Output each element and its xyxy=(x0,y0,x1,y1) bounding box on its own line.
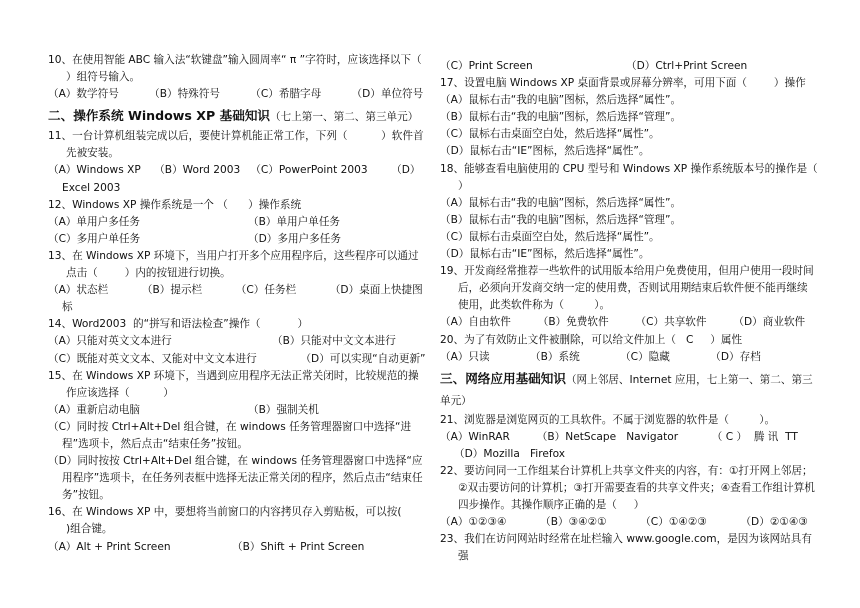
option-b: （B）Shift + Print Screen xyxy=(232,540,365,553)
question-11-options: （A）Windows XP （B）Word 2003 （C）PowerPoint 2003 （D）Excel 2003 xyxy=(48,164,421,194)
question-19: 19、开发商经常推荐一些软件的试用版本给用户免费使用，但用户使用一段时间后，必须向开发商交纳一定的使用费，否则试用期结束后软件便不能再继续使用，此类软件称为（ ）。 xyxy=(440,265,814,312)
question-11: 11、一台计算机组装完成以后，要使计算机能正常工作，下列（ ）软件首先被安装。 xyxy=(48,130,424,160)
option-a: （A）鼠标右击“我的电脑”图标，然后选择“属性”。 xyxy=(440,94,682,107)
option-d: （D）Ctrl+Print Screen xyxy=(626,60,748,72)
option-b: （B）鼠标右击“我的电脑”图标，然后选择“管理”。 xyxy=(440,213,682,226)
question-18: 18、能够查看电脑使用的 CPU 型号和 Windows XP 操作系统版本号的操作是（ ） xyxy=(440,162,842,192)
question-21-options: （A）WinRAR （B）NetScape Navigator （ C ） 腾 讯 TT （D）Mozilla Firefox xyxy=(440,430,822,460)
section-2-heading xyxy=(48,106,426,127)
question-16-options-row-1 xyxy=(48,539,426,556)
option-c: （C）Print Screen xyxy=(440,60,533,72)
option-b: （B）强制关机 xyxy=(248,403,319,416)
section-3-heading xyxy=(440,369,818,411)
option-d: （D）同时按按 Ctrl+Alt+Del 组合键，在 windows 任务管理器窗口中选择“应用程序”选项卡，在任务列表框中选择无法正常关闭的程序，然后点击“结束任务”按钮。 xyxy=(48,455,423,502)
question-10: 10、在使用智能 ABC 输入法“软键盘”输入圆周率“ π ”字符时，应该选择以下（ ）组符号输入。 xyxy=(48,54,432,84)
right-column xyxy=(440,58,842,566)
question-20: 20、为了有效防止文件被删除，可以给文件加上（ C ）属性 xyxy=(440,333,743,346)
option-a: （A）单用户多任务 xyxy=(48,215,140,228)
question-21: 21、浏览器是浏览网页的工具软件。不属于浏览器的软件是（ ）。 xyxy=(440,413,776,426)
option-d: （D）多用户多任务 xyxy=(248,232,341,245)
section-2-subtitle: （七上第一、第二、第三单元） xyxy=(270,111,419,124)
question-20-options: （A）只读 （B）系统 （C）隐藏 （D）存档 xyxy=(440,350,761,363)
question-12-options-row-2 xyxy=(48,231,426,248)
question-10-options: （A）数学符号 （B）特殊符号 （C）希腊字母 （D）单位符号 xyxy=(48,88,424,101)
question-16: 16、在 Windows XP 中，要想将当前窗口的内容拷贝存入剪贴板，可以按( )组合键。 xyxy=(48,506,429,536)
left-column xyxy=(48,52,432,556)
question-13: 13、在 Windows XP 环境下，当用户打开多个应用程序后，这些程序可以通过点击（ ）内的按钮进行切换。 xyxy=(48,249,419,280)
question-22: 22、要访问同一工作组某台计算机上共享文件夹的内容，有：①打开网上邻居；②双击要访问的计算机；③打开需要查看的共享文件夹；④查看工作组计算机四步操作。其操作顺序正确的是（ ） xyxy=(440,464,815,512)
section-2-title: 二、操作系统 Windows XP 基础知识 xyxy=(48,108,271,124)
question-12-options-row-1 xyxy=(48,214,426,231)
option-b: （B）鼠标右击“我的电脑”图标，然后选择“管理”。 xyxy=(440,111,682,124)
question-23: 23、我们在访问网站时经常在址栏输入 www.google.com，是因为该网站具有强 xyxy=(440,533,812,563)
question-14-options-row-2: （C）既能对英文文本、又能对中文文本进行 （D）可以实现“自动更新” xyxy=(48,352,426,365)
question-12: 12、Windows XP 操作系统是一个 （ ）操作系统 xyxy=(48,198,302,211)
option-c: （C）同时按 Ctrl+Alt+Del 组合键，在 windows 任务管理器窗口中选择“进程”选项卡，然后点击“结束任务”按钮。 xyxy=(48,420,412,450)
section-3-subtitle: （网上邻居、Internet 应用，七上第一、第二、第三单元） xyxy=(440,373,813,407)
question-14: 14、Word2003 的“拼写和语法检查”操作（ ） xyxy=(48,318,309,331)
option-c: （C）多用户单任务 xyxy=(48,232,141,245)
option-c: （C）鼠标右击桌面空白处，然后选择“属性”。 xyxy=(440,230,660,243)
question-13-options: （A）状态栏 （B）提示栏 （C）任务栏 （D）桌面上快捷图标 xyxy=(48,284,423,314)
question-14-options-row-1 xyxy=(48,333,426,350)
question-15-options-row-1 xyxy=(48,402,426,419)
option-c: （C）鼠标右击桌面空白处，然后选择“属性”。 xyxy=(440,128,660,141)
option-d: （D）鼠标右击“IE”图标，然后选择“属性”。 xyxy=(440,248,650,261)
option-b: （B）只能对中文文本进行 xyxy=(272,335,396,348)
option-a: （A）鼠标右击“我的电脑”图标，然后选择“属性”。 xyxy=(440,196,682,209)
question-19-options: （A）自由软件 （B）免费软件 （C）共享软件 （D）商业软件 xyxy=(440,316,806,329)
option-b: （B）单用户单任务 xyxy=(248,215,341,228)
question-17: 17、设置电脑 Windows XP 桌面背景或屏幕分辨率，可用下面（ ）操作 xyxy=(440,77,806,90)
option-d: （D）鼠标右击“IE”图标，然后选择“属性”。 xyxy=(440,145,650,158)
option-a: （A）Alt + Print Screen xyxy=(48,540,171,553)
section-3-title: 三、网络应用基础知识 xyxy=(440,370,566,386)
question-22-options: （A）①②③④ （B）③④②① （C）①④②③ （D）②①④③ xyxy=(440,516,808,529)
option-a: （A）只能对英文文本进行 xyxy=(48,335,172,348)
question-16-options-row-2 xyxy=(440,58,818,75)
option-a: （A）重新启动电脑 xyxy=(48,403,140,416)
question-15: 15、在 Windows XP 环境下，当遇到应用程序无法正常关闭时，比较规范的操作应该选择（ ） xyxy=(48,369,419,399)
